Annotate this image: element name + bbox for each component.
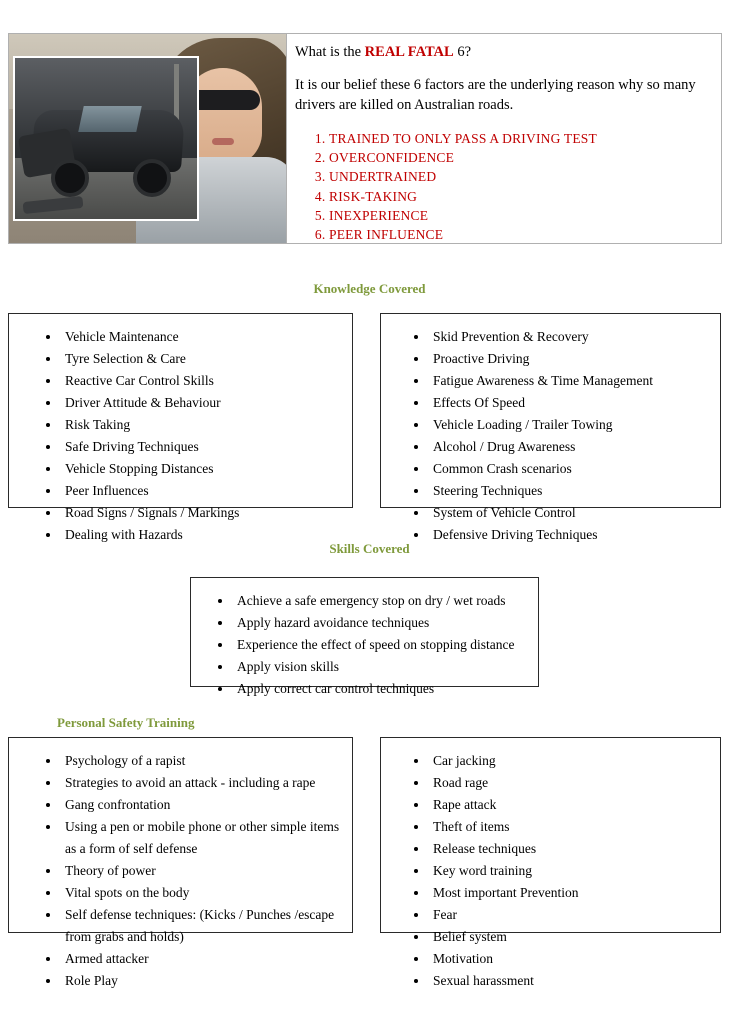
hero-question-accent: REAL FATAL [364,44,454,60]
list-item: • Vehicle Stopping Distances [61,458,342,480]
list-item: • Theory of power [61,860,342,882]
photo-wheel-front [51,159,89,197]
photo-woman-lips [212,138,234,145]
list-item: 3. UNDERTRAINED [329,167,709,186]
list-item: • Common Crash scenarios [429,458,710,480]
photo-wheel-rear [133,159,171,197]
list-item: 4. RISK-TAKING [329,187,709,206]
list-item: 1. TRAINED TO ONLY PASS A DRIVING TEST [329,129,709,148]
list-item: • Car jacking [429,750,710,772]
hero-question [295,43,709,63]
list-item: • Effects Of Speed [429,392,710,414]
knowledge-right-list [381,314,720,558]
list-item: • Skid Prevention & Recovery [429,326,710,348]
list-item: • Motivation [429,948,710,970]
list-item: • Using a pen or mobile phone or other simple items as a form of self defense [61,816,342,860]
list-item: • Road Signs / Signals / Markings [61,502,342,524]
safety-left-list [9,738,352,1004]
safety-left-box [8,737,353,988]
hero-question-prefix: What is the [295,44,365,60]
list-item: • Most important Prevention [429,882,710,904]
list-item: • Road rage [429,772,710,794]
list-item: • Theft of items [429,816,710,838]
list-item: • Defensive Driving Techniques [429,524,710,546]
knowledge-left-box [8,313,353,542]
hero-text-cell [287,34,721,243]
hero-question-suffix: 6? [453,44,472,60]
list-item: • Peer Influences [61,480,342,502]
hero-belief-text: It is our belief these 6 factors are the underlying reason why so many drivers are killed on Australian roads. [295,76,696,113]
safety-right-box [380,737,721,988]
list-item: • Steering Techniques [429,480,710,502]
list-item: • Rape attack [429,794,710,816]
list-item: • Armed attacker [61,948,342,970]
list-item: • Psychology of a rapist [61,750,342,772]
list-item: • Sexual harassment [429,970,710,992]
hero-panel [8,33,722,244]
heading-skills-covered: Skills Covered [329,541,410,556]
safety-right-list [381,738,720,1004]
skills-box [190,577,539,696]
list-item: • Alcohol / Drug Awareness [429,436,710,458]
list-item: • Apply vision skills [233,656,528,678]
list-item: • Release techniques [429,838,710,860]
knowledge-right-box [380,313,721,542]
photo-windscreen [78,106,142,132]
skills-list [191,578,538,712]
list-item: • Role Play [61,970,342,992]
list-item: • Strategies to avoid an attack - including a rape [61,772,342,794]
list-item: • Reactive Car Control Skills [61,370,342,392]
list-item: • Proactive Driving [429,348,710,370]
list-item: • Dealing with Hazards [61,524,342,546]
list-item: • Apply correct car control techniques [233,678,528,700]
list-item: 6. PEER INFLUENCE [329,225,709,244]
list-item: • Apply hazard avoidance techniques [233,612,528,634]
list-item: 2. OVERCONFIDENCE [329,148,709,167]
list-item: • Fear [429,904,710,926]
list-item: • Gang confrontation [61,794,342,816]
list-item: • Safe Driving Techniques [61,436,342,458]
list-item: • Key word training [429,860,710,882]
list-item: • Tyre Selection & Care [61,348,342,370]
crashed-car-and-driver-photo [9,34,286,243]
list-item: • Vital spots on the body [61,882,342,904]
list-item: • Vehicle Loading / Trailer Towing [429,414,710,436]
list-item: • Self defense techniques: (Kicks / Punches /escape from grabs and holds) [61,904,342,948]
heading-personal-safety-training: Personal Safety Training [57,715,195,730]
fatal-six-list [295,129,709,244]
list-item: • Experience the effect of speed on stopping distance [233,634,528,656]
list-item: • Fatigue Awareness & Time Management [429,370,710,392]
knowledge-left-list [9,314,352,558]
heading-knowledge-covered: Knowledge Covered [313,281,426,296]
list-item: 5. INEXPERIENCE [329,206,709,225]
list-item: • Driver Attitude & Behaviour [61,392,342,414]
list-item: • Belief system [429,926,710,948]
hero-image-cell [9,34,287,243]
list-item: • Achieve a safe emergency stop on dry / wet roads [233,590,528,612]
photo-crash-inset [13,56,199,221]
list-item: • Vehicle Maintenance [61,326,342,348]
list-item: • System of Vehicle Control [429,502,710,524]
list-item: • Risk Taking [61,414,342,436]
